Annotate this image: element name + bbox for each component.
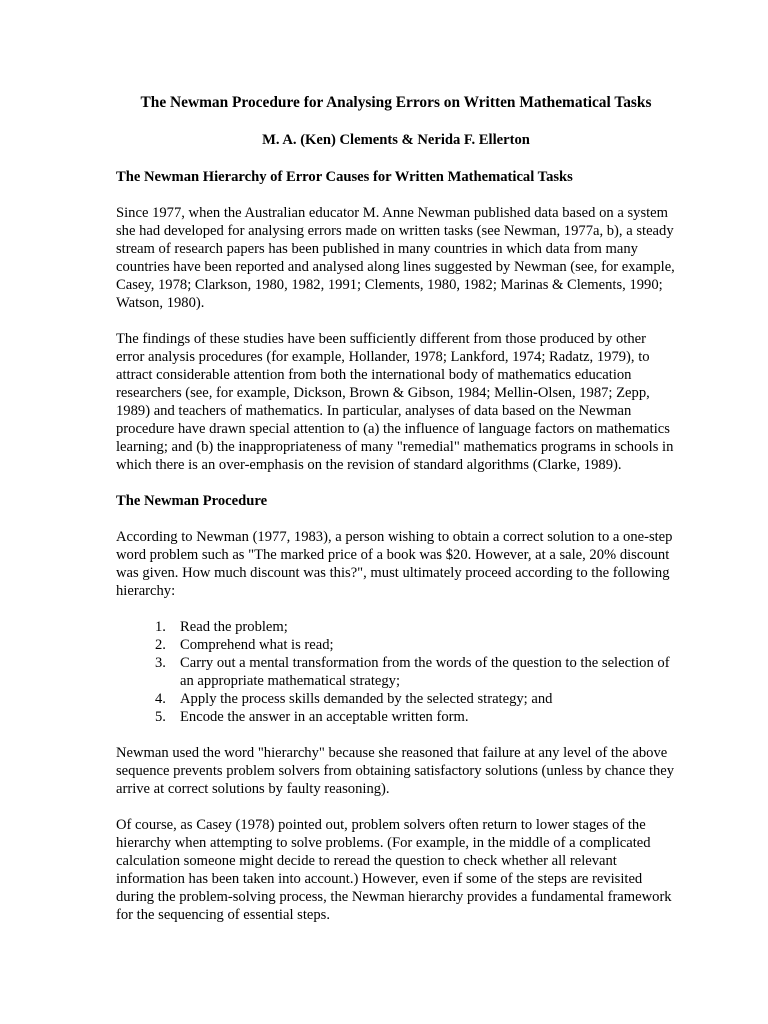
list-item-text: Comprehend what is read; bbox=[180, 637, 334, 653]
list-item-text: Read the problem; bbox=[180, 619, 288, 635]
list-item-number: 4. bbox=[155, 691, 166, 707]
list-item-text: Apply the process skills demanded by the selected strategy; and bbox=[180, 691, 553, 707]
document-title: The Newman Procedure for Analysing Errors on Written Mathematical Tasks bbox=[140, 94, 652, 111]
list-item-number: 3. bbox=[155, 655, 166, 671]
paragraph-2: The findings of these studies have been sufficiently different from those produced by other error analysis procedures (for example, Hollander, 1978; Lankford, 1974; Radatz, 1979), to attract considerable attention from both the international body of mathematics education researchers (see, for example, Dickson, Brown & Gibson, 1984; Mellin-Olsen, 1987; Zepp, 1989) and teachers of mathematics. In particular, analyses of data based on the Newman procedure have drawn special attention to (a) the influence of language factors on mathematics learning; and (b) the inappropriateness of many "remedial" mathematics programs in schools in which there is an over-emphasis on the revision of standard algorithms (Clarke, 1989). bbox=[116, 331, 674, 473]
list-item bbox=[155, 618, 676, 636]
list-item bbox=[155, 636, 676, 654]
section-heading-procedure: The Newman Procedure bbox=[116, 493, 268, 509]
list-item bbox=[155, 654, 676, 690]
list-item-text: Encode the answer in an acceptable written form. bbox=[180, 709, 469, 725]
list-item bbox=[155, 690, 676, 708]
list-item bbox=[155, 708, 676, 726]
list-item-text: Carry out a mental transformation from the words of the question to the selection of an appropriate mathematical strategy; bbox=[180, 655, 670, 689]
list-item-number: 1. bbox=[155, 619, 166, 635]
list-item-number: 2. bbox=[155, 637, 166, 653]
section-heading-hierarchy: The Newman Hierarchy of Error Causes for Written Mathematical Tasks bbox=[116, 169, 573, 185]
paragraph-3: According to Newman (1977, 1983), a person wishing to obtain a correct solution to a one-step word problem such as "The marked price of a book was $20. However, at a sale, 20% discount was given. How much discount was this?", must ultimately proceed according to the following hierarchy: bbox=[116, 529, 673, 599]
paragraph-1: Since 1977, when the Australian educator M. Anne Newman published data based on a system she had developed for analysing errors made on written tasks (see Newman, 1977a, b), a steady stream of research papers has been published in many countries in which data from many countries have been reported and analysed along lines suggested by Newman (see, for example, Casey, 1978; Clarkson, 1980, 1982, 1991; Clements, 1980, 1982; Marinas & Clements, 1990; Watson, 1980). bbox=[116, 205, 675, 311]
document-authors: M. A. (Ken) Clements & Nerida F. Ellerton bbox=[262, 132, 530, 148]
list-item-number: 5. bbox=[155, 709, 166, 725]
hierarchy-steps-list bbox=[116, 618, 676, 726]
paragraph-4: Newman used the word "hierarchy" because she reasoned that failure at any level of the above sequence prevents problem solvers from obtaining satisfactory solutions (unless by chance they arrive at correct solutions by faulty reasoning). bbox=[116, 745, 675, 797]
document-body bbox=[116, 93, 676, 924]
paragraph-5: Of course, as Casey (1978) pointed out, problem solvers often return to lower stages of the hierarchy when attempting to solve problems. (For example, in the middle of a complicated calculation someone might decide to reread the question to check whether all relevant information has been taken into account.) However, even if some of the steps are revisited during the problem-solving process, the Newman hierarchy provides a fundamental framework for the sequencing of essential steps. bbox=[116, 817, 672, 923]
